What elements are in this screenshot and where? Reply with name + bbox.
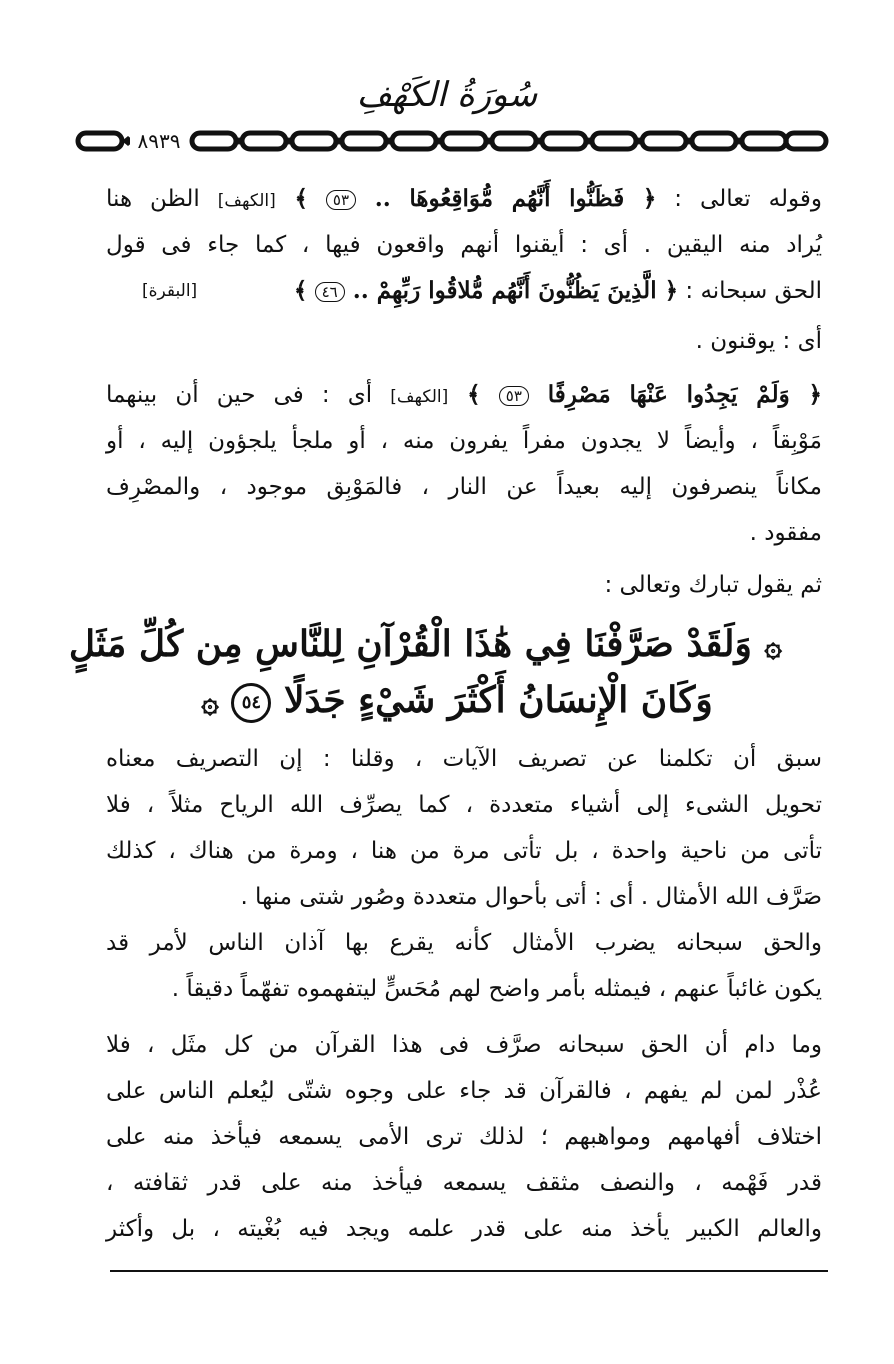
text-segment: أى : فى حين أن بينهما [106, 382, 373, 408]
text-segment: وقوله تعالى : [656, 186, 823, 212]
surah-reference: [الكهف] [390, 387, 449, 407]
text-line: والحق سبحانه يضرب الأمثال كأنه يقرع بها آذان الناس لأمر قد [106, 930, 822, 956]
page-number: ٨٩٣٩ [130, 129, 188, 153]
paragraph-3 [106, 736, 822, 920]
text-line: أى : يوقنون . [695, 328, 822, 354]
text-line: تحويل الشىء إلى أشياء متعددة ، كما يصرِّف الله الرياح مثلاً ، فلا [106, 792, 822, 818]
quote-close: ﴾ [293, 277, 308, 304]
text-segment: الحق سبحانه : [678, 278, 822, 304]
paragraph-4 [106, 920, 822, 1012]
surah-reference: [البقرة] [142, 281, 198, 301]
text-line: عُذْر لمن لم يفهم ، فالقرآن قد جاء على وجوه شتّى ليُعلم الناس على [106, 1078, 822, 1104]
text-line: ثم يقول تبارك وتعالى : [604, 572, 822, 598]
surah-reference: [الكهف] [217, 191, 276, 211]
text-line: اختلاف أفهامهم ومواهبهم ؛ لذلك ترى الأمى يسمعه فيأخذ منه على [106, 1124, 822, 1150]
verse-number: ٤٦ [315, 282, 345, 302]
text-line: مفقود . [749, 520, 822, 546]
verse-number: ٥٣ [499, 386, 529, 406]
verse-text: وَكَانَ الْإِنسَانُ أَكْثَرَ شَيْءٍ جَدَلًا [283, 679, 713, 721]
text-line: مَوْبِقاً ، وأيضاً لا يجدون مفراً يفرون منه ، أو ملجأ يلجؤون إليه ، أو [106, 428, 822, 454]
quran-quote: ﴿ فَظَنُّوا أَنَّهُم مُّوَاقِعُوهَا .. [356, 185, 657, 212]
verse-line [132, 672, 782, 728]
text-segment: الظن هنا [106, 186, 200, 212]
verse-number-medallion: ٥٤ [231, 683, 271, 723]
quran-verse-block [68, 616, 782, 728]
text-line [106, 372, 822, 418]
text-line: وما دام أن الحق سبحانه صرَّف فى هذا القرآن من كل مثَل ، فلا [106, 1032, 822, 1058]
quote-close: ﴾ [275, 185, 308, 212]
verse-start-ornament: ۞ [764, 629, 782, 664]
verse-text: وَلَقَدْ صَرَّفْنَا فِي هَٰذَا الْقُرْآنِ لِلنَّاسِ مِن كُلِّ مَثَلٍ [68, 623, 752, 665]
verse-number: ٥٣ [326, 190, 356, 210]
text-line: يُراد منه اليقين . أى : أيقنوا أنهم واقعون فيها ، كما جاء فى قول [106, 232, 822, 258]
text-line [106, 176, 822, 222]
paragraph-1-end [106, 318, 822, 364]
text-line [106, 268, 822, 314]
text-line: يكون غائباً عنهم ، فيمثله بأمر واضح لهم مُحَسٍّ ليتفهموه تفهّماً دقيقاً . [171, 976, 822, 1002]
paragraph-1 [106, 176, 822, 314]
quran-quote: ﴿ وَلَمْ يَجِدُوا عَنْهَا مَصْرِفًا [528, 381, 823, 408]
surah-title: سُورَةُ الكَهْفِ [356, 75, 538, 115]
text-line: مكاناً ينصرفون إليه بعيداً عن النار ، فالمَوْبِق موجود ، والمصْرِف [106, 474, 822, 500]
text-line: صَرَّف الله الأمثال . أى : أتى بأحوال متعددة وصُور شتى منها . [240, 884, 822, 910]
text-line: قدر فَهْمه ، والنصف مثقف يسمعه فيأخذ منه على قدر ثقافته ، [106, 1170, 822, 1196]
paragraph-5 [106, 1022, 822, 1252]
verse-line [68, 616, 782, 672]
verse-end-ornament: ۞ [201, 685, 219, 720]
text-line: سبق أن تكلمنا عن تصريف الآيات ، وقلنا : إن التصريف معناه [106, 746, 822, 772]
footer-rule [110, 1270, 828, 1272]
paragraph-2 [106, 372, 822, 556]
quran-quote: ﴿ الَّذِينَ يَظُنُّونَ أَنَّهُم مُّلاقُوا رَبِّهِمْ .. [344, 277, 679, 304]
text-line: تأتى من ناحية واحدة ، بل تأتى مرة من هنا ، ومرة من هناك ، كذلك [106, 838, 822, 864]
quote-close: ﴾ [448, 381, 481, 408]
verse-intro [106, 562, 822, 608]
text-line: والعالم الكبير يأخذ منه على قدر علمه ويجد فيه بُغْيته ، بل وأكثر [106, 1216, 822, 1242]
